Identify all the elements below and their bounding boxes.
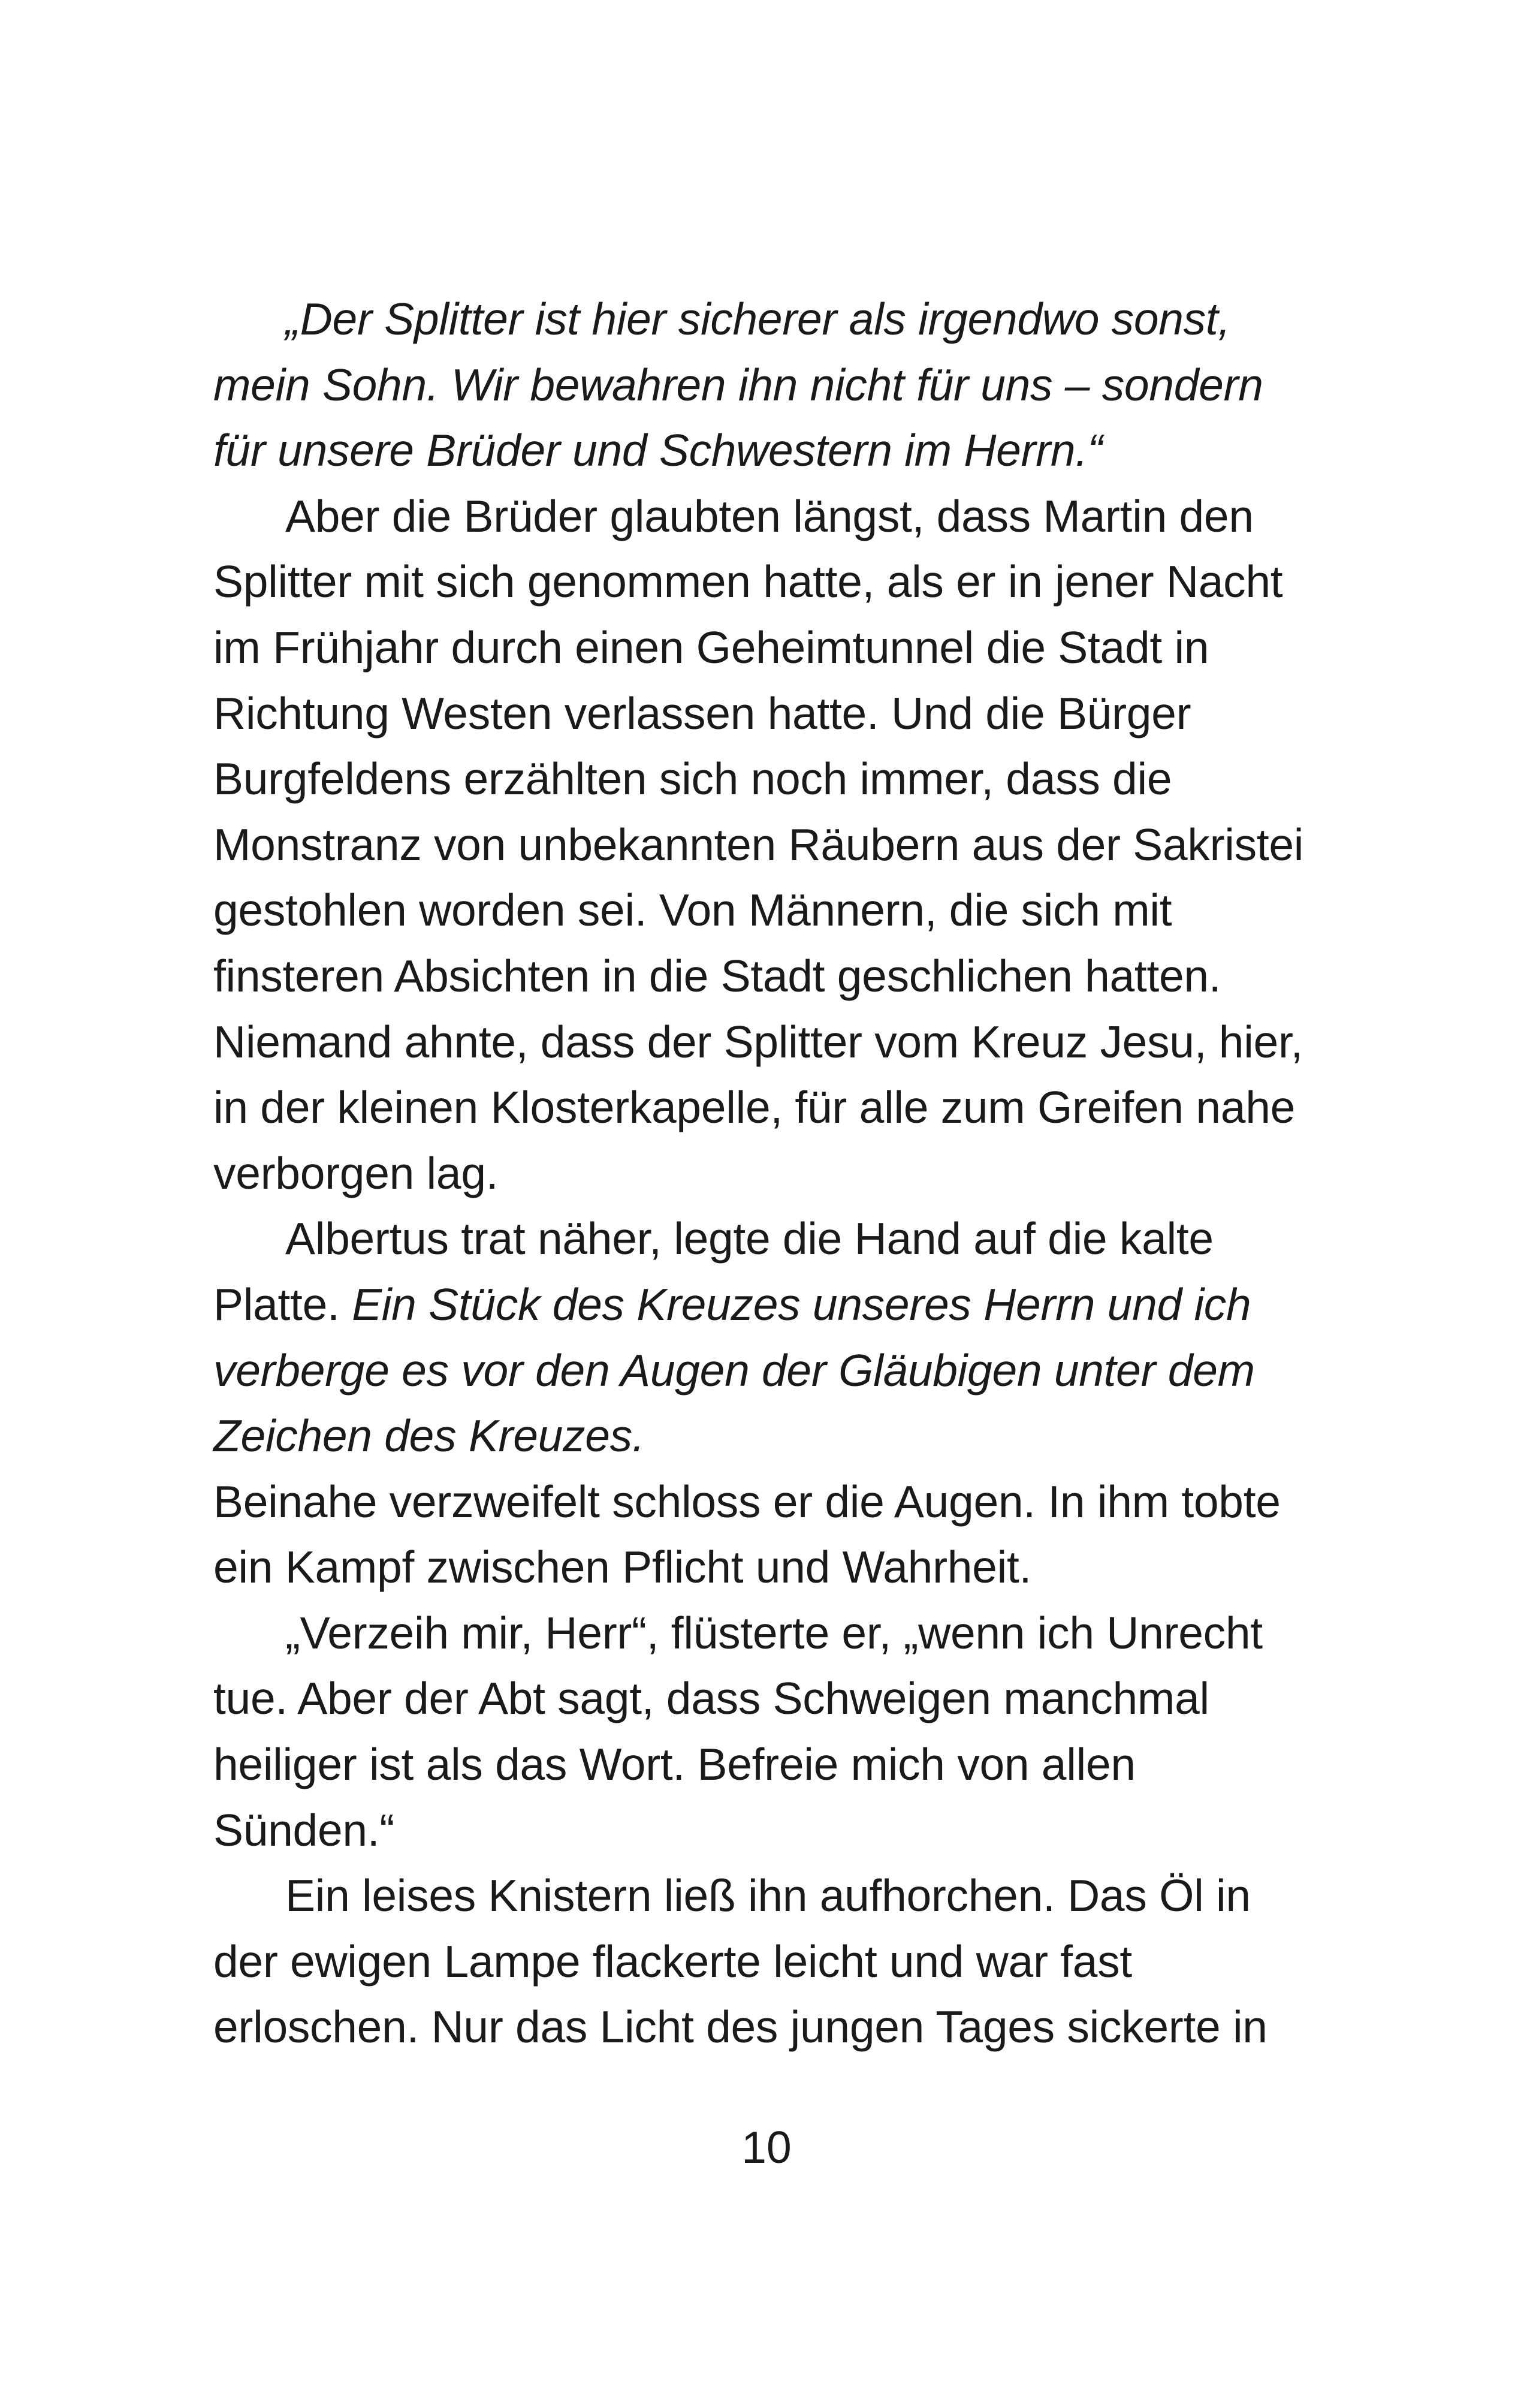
paragraph-3	[213, 1206, 1322, 1469]
paragraph-3-run: Albertus trat näher, legte die Hand auf die kalte Platte.	[213, 1213, 1214, 1330]
body-text	[213, 287, 1322, 2060]
paragraph-6	[213, 1863, 1322, 2060]
paragraph-5-run: „Verzeih mir, Herr“, flüsterte er, „wenn ich Unrecht tue. Aber der Abt sagt, dass Schweigen manchmal heiliger ist als das Wort. Befreie mich von allen Sünden.“	[213, 1607, 1263, 1855]
paragraph-1	[213, 287, 1322, 484]
paragraph-5	[213, 1601, 1322, 1863]
page-number: 10	[741, 2122, 792, 2172]
paragraph-6-run: Ein leises Knistern ließ ihn aufhorchen. Das Öl in der ewigen Lampe flackerte leicht und war fast erloschen. Nur das Licht des jungen Tages sickerte in	[213, 1870, 1268, 2053]
paragraph-2	[213, 484, 1322, 1207]
paragraph-1-italic-run: „Der Splitter ist hier sicherer als irgendwo sonst, mein Sohn. Wir bewahren ihn nicht für uns – sondern für unsere Brüder und Schwestern im Herrn.“	[213, 294, 1263, 476]
paragraph-2-run: Aber die Brüder glaubten längst, dass Martin den Splitter mit sich genommen hatte, als er in jener Nacht im Frühjahr durch einen Geheimtunnel die Stadt in Richtung Westen verlassen hatte. Und die Bürger Burgfeldens erzählten sich noch immer, dass die Monstranz von unbekannten Räubern aus der Sakristei gestohlen worden sei. Von Männern, die sich mit finsteren Absichten in die Stadt geschlichen hatten. Niemand ahnte, dass der Splitter vom Kreuz Jesu, hier, in der kleinen Klosterkapelle, für alle zum Greifen nahe verborgen lag.	[213, 490, 1304, 1198]
paragraph-3-italic-run: Ein Stück des Kreuzes unseres Herrn und ich verberge es vor den Augen der Gläubigen unter dem Zeichen des Kreuzes.	[213, 1279, 1255, 1461]
paragraph-4-run: Beinahe verzweifelt schloss er die Augen. In ihm tobte ein Kampf zwischen Pflicht und Wahrheit.	[213, 1476, 1281, 1593]
paragraph-4	[213, 1469, 1322, 1601]
